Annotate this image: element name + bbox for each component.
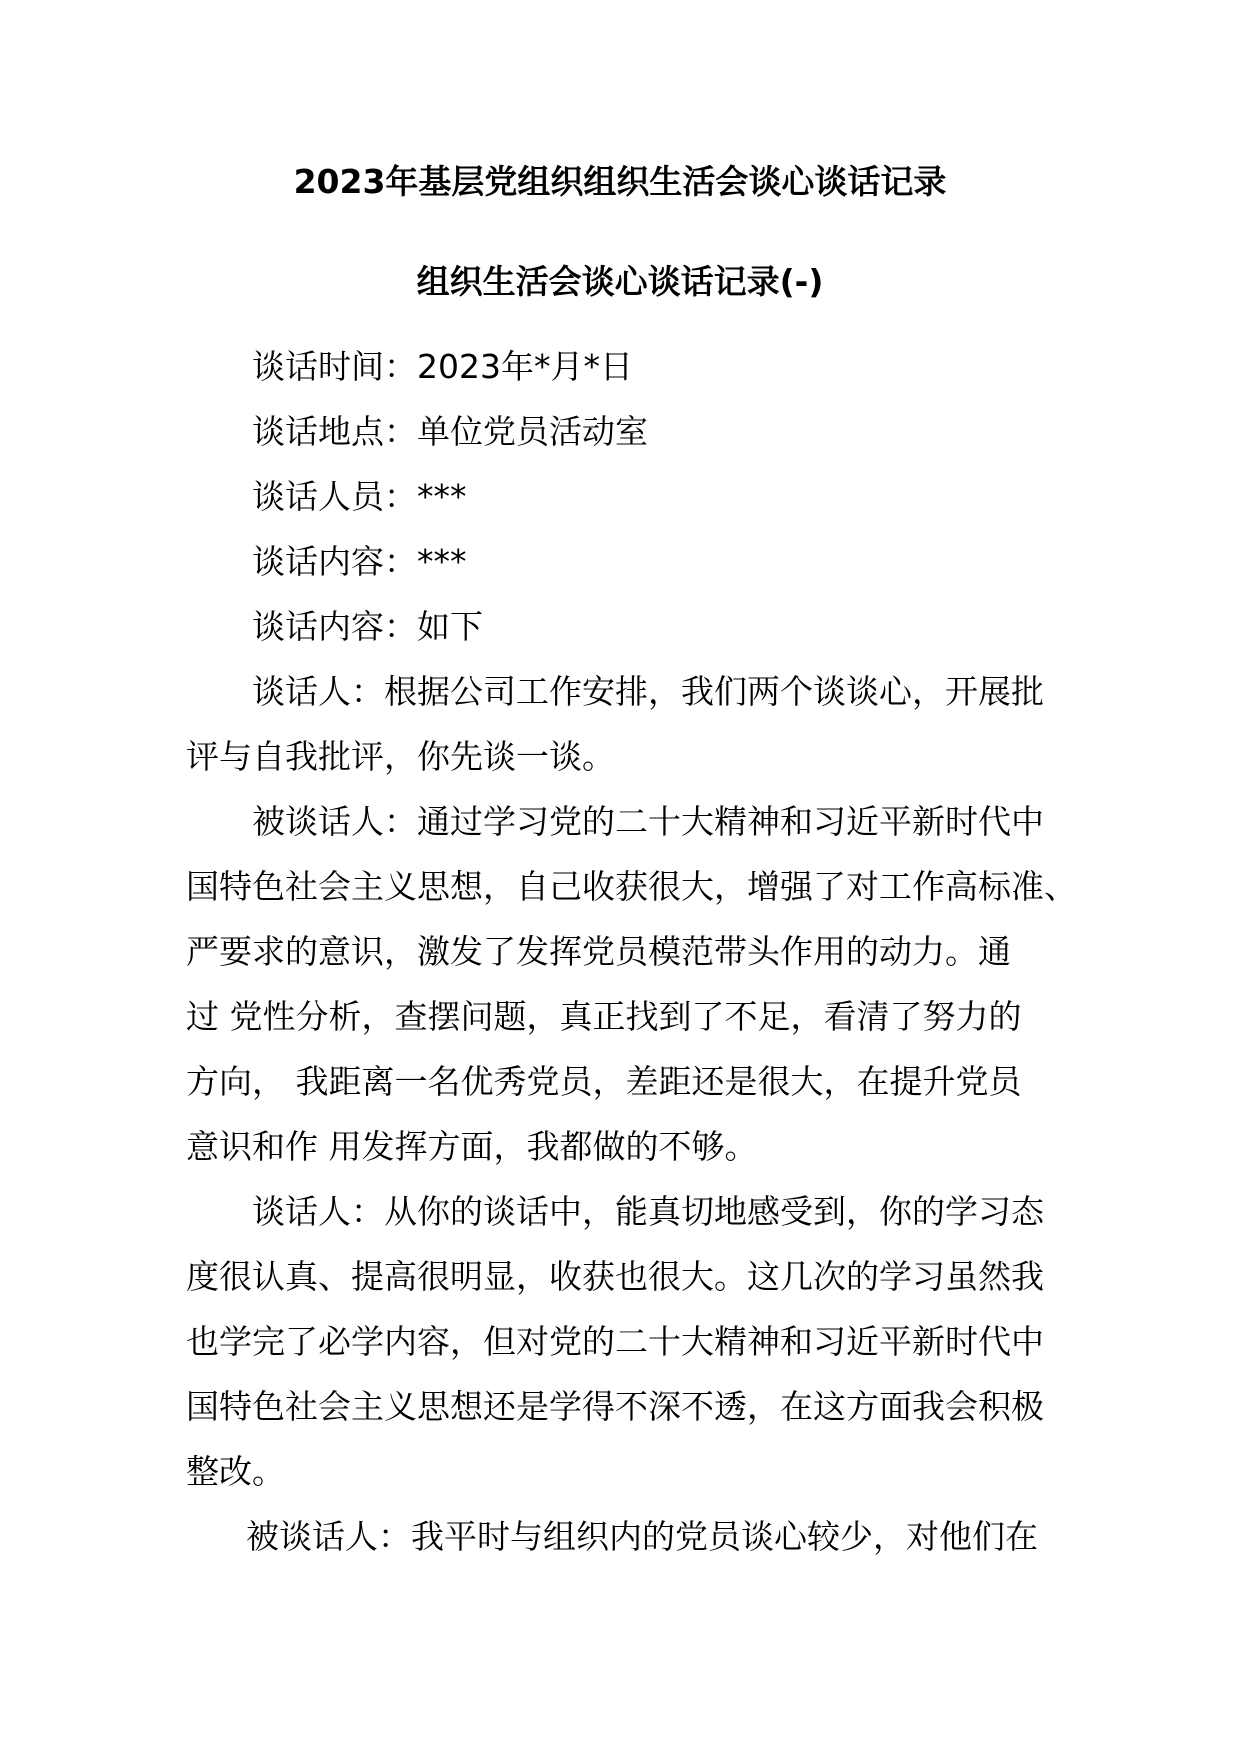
paragraph-line: 过 党性分析，查摆问题，真正找到了不足，看清了努力的 [186, 997, 1022, 1036]
meta-participants: 谈话人员：*** [252, 477, 467, 516]
paragraph-line: 整改。 [186, 1452, 285, 1491]
document-title: 2023年基层党组织组织生活会谈心谈话记录 [293, 162, 947, 201]
paragraph-line: 方向， 我距离一名优秀党员，差距还是很大，在提升党员 [186, 1062, 1022, 1101]
paragraph-line: 国特色社会主义思想，自己收获很大，增强了对工作高标准、 [186, 867, 1077, 906]
paragraph-line: 严要求的意识，激发了发挥党员模范带头作用的动力。通 [186, 932, 1011, 971]
paragraph-line: 国特色社会主义思想还是学得不深不透，在这方面我会积极 [186, 1387, 1044, 1426]
paragraph-line: 被谈话人：通过学习党的二十大精神和习近平新时代中 [252, 802, 1044, 841]
paragraph-line: 谈话人：从你的谈话中，能真切地感受到，你的学习态 [252, 1192, 1044, 1231]
meta-location: 谈话地点：单位党员活动室 [252, 412, 648, 451]
paragraph-line: 也学完了必学内容，但对党的二十大精神和习近平新时代中 [186, 1322, 1044, 1361]
paragraph-line: 评与自我批评，你先谈一谈。 [186, 737, 615, 776]
paragraph-line: 谈话人：根据公司工作安排，我们两个谈谈心，开展批 [252, 672, 1044, 711]
meta-time: 谈话时间：2023年*月*日 [252, 347, 633, 386]
paragraph-line: 意识和作 用发挥方面，我都做的不够。 [186, 1127, 758, 1166]
document-subtitle: 组织生活会谈心谈话记录(-) [416, 262, 824, 301]
meta-content: 谈话内容：*** [252, 542, 467, 581]
paragraph-line: 度很认真、提高很明显，收获也很大。这几次的学习虽然我 [186, 1257, 1044, 1296]
meta-content-followup: 谈话内容：如下 [252, 607, 483, 646]
paragraph-line: 被谈话人：我平时与组织内的党员谈心较少，对他们在 [246, 1517, 1038, 1556]
